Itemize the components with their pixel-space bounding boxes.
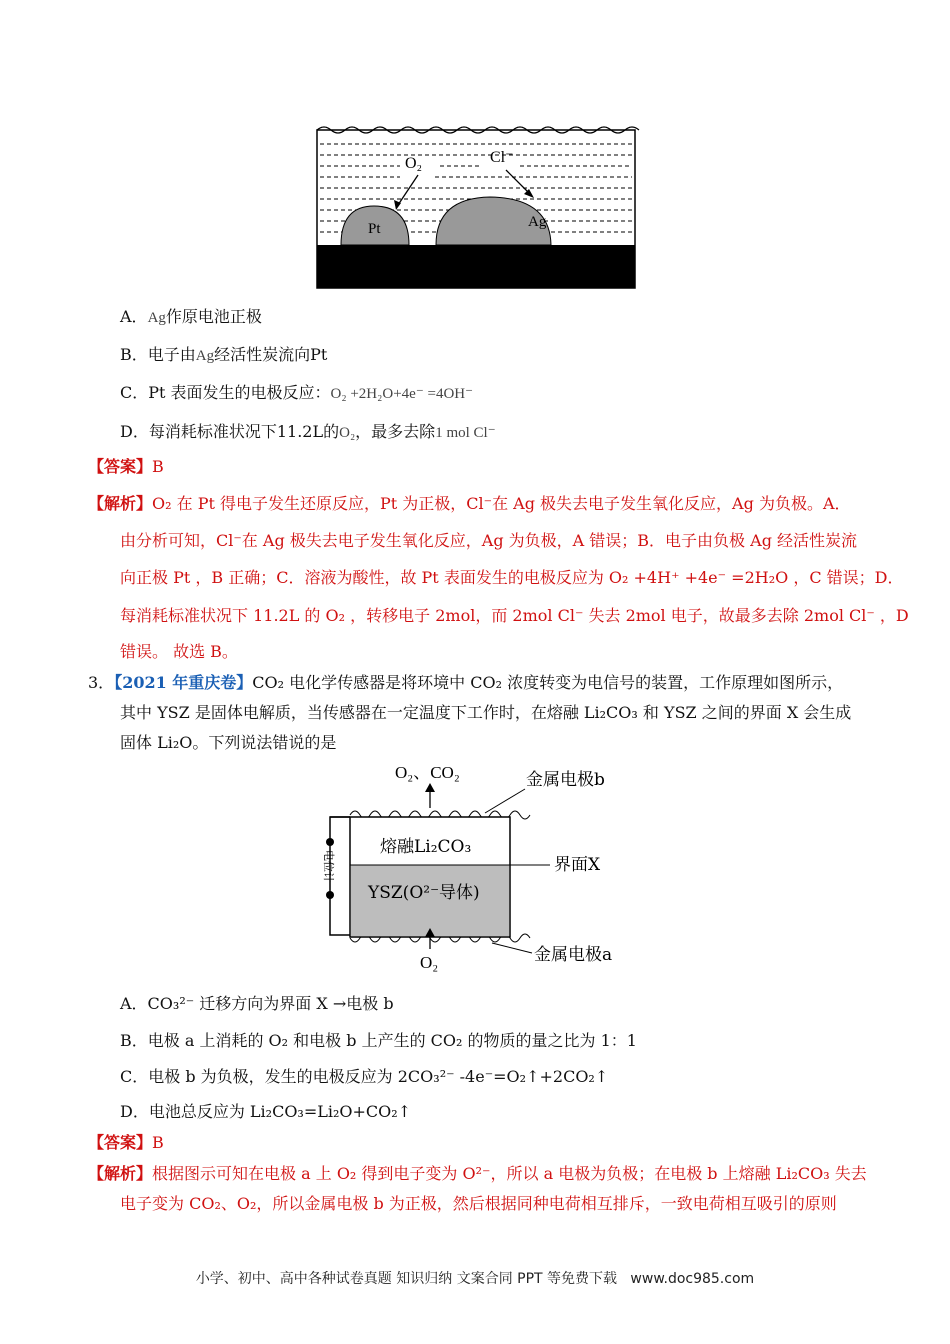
bottom-gas-label: O₂ <box>420 953 439 972</box>
ysz-label: YSZ(O²⁻导体) <box>368 883 480 903</box>
meter-label: 电位计 <box>322 850 335 883</box>
figure-co2-sensor <box>310 755 640 980</box>
q2-option-b[interactable]: B．电子由Ag经活性炭流向Pt <box>120 345 328 364</box>
q3-analysis-line-2: 电子变为 CO₂、O₂，所以金属电极 b 为正极，然后根据同种电荷相互排斥，一致电荷相互吸引的原则 <box>120 1194 837 1213</box>
electrode-a-label: 金属电极a <box>534 945 613 965</box>
footer-site-link[interactable]: www.doc985.com <box>630 1271 755 1287</box>
q3-option-a[interactable]: A．CO₃²⁻ 迁移方向为界面 X →电极 b <box>120 994 394 1013</box>
q3-option-b[interactable]: B．电极 a 上消耗的 O₂ 和电极 b 上产生的 CO₂ 的物质的量之比为 1：1 <box>120 1031 637 1050</box>
q3-stem-line-1: 3．【2021 年重庆卷】CO₂ 电化学传感器是将环境中 CO₂ 浓度转变为电信号的装置，工作原理如图所示， <box>88 673 844 692</box>
q3-stem-line-2: 其中 YSZ 是固体电解质，当传感器在一定温度下工作时，在熔融 Li₂CO₃ 和 YSZ 之间的界面 X 会生成 <box>120 703 852 722</box>
q2-option-c[interactable]: C．Pt 表面发生的电极反应：O₂ +2H₂O+4e⁻ =4OH⁻ <box>120 383 474 402</box>
q2-analysis-line-4: 每消耗标准状况下 11.2L 的 O₂ ，转移电子 2mol，而 2mol Cl⁻ 失去 2mol 电子，故最多去除 2mol Cl⁻ ，D <box>120 606 909 625</box>
q3-answer: 【答案】B <box>88 1133 164 1152</box>
electrode-b-label: 金属电极b <box>526 770 605 790</box>
q3-stem-line-3: 固体 Li₂O。下列说法错说的是 <box>120 733 337 752</box>
q2-analysis-line-3: 向正极 Pt ，B 正确；C．溶液为酸性，故 Pt 表面发生的电极反应为 O₂ +4H⁺ +4e⁻ =2H₂O ，C 错误；D． <box>120 568 904 587</box>
q3-analysis-line-1: 【解析】根据图示可知在电极 a 上 O₂ 得到电子变为 O²⁻，所以 a 电极为负极；在电极 b 上熔融 Li₂CO₃ 失去 <box>88 1164 867 1183</box>
pt-label: Pt <box>368 221 381 237</box>
q3-option-d[interactable]: D．电池总反应为 Li₂CO₃=Li₂O+CO₂↑ <box>120 1102 412 1121</box>
figure-pt-ag-cell <box>310 120 640 292</box>
ag-label: Ag <box>528 214 547 230</box>
q2-analysis-line-2: 由分析可知，Cl⁻在 Ag 极失去电子发生氧化反应，Ag 为负极，A 错误；B．电子由负极 Ag 经活性炭流 <box>120 531 858 550</box>
q2-analysis-line-5: 错误。 故选 B。 <box>120 642 238 661</box>
page-footer: 小学、初中、高中各种试卷真题 知识归纳 文案合同 PPT 等免费下载 www.doc985.com <box>195 1271 755 1287</box>
q2-analysis-line-1: 【解析】O₂ 在 Pt 得电子发生还原反应，Pt 为正极，Cl⁻在 Ag 极失去电子发生氧化反应，Ag 为负极。A． <box>88 494 851 513</box>
q2-option-d[interactable]: D．每消耗标准状况下11.2L的O₂，最多去除1 mol Cl⁻ <box>120 422 496 441</box>
interface-label: 界面X <box>554 855 601 875</box>
q3-option-c[interactable]: C．电极 b 为负极，发生的电极反应为 2CO₃²⁻ -4e⁻=O₂↑+2CO₂↑ <box>120 1067 609 1086</box>
cl-label: Cl⁻ <box>490 149 514 166</box>
q2-option-a[interactable]: A．Ag作原电池正极 <box>120 307 262 326</box>
molten-label: 熔融Li₂CO₃ <box>380 837 472 857</box>
top-gas-label: O₂、CO₂ <box>395 763 460 782</box>
o2-label: O₂ <box>405 155 423 172</box>
q2-answer: 【答案】B <box>88 457 164 476</box>
